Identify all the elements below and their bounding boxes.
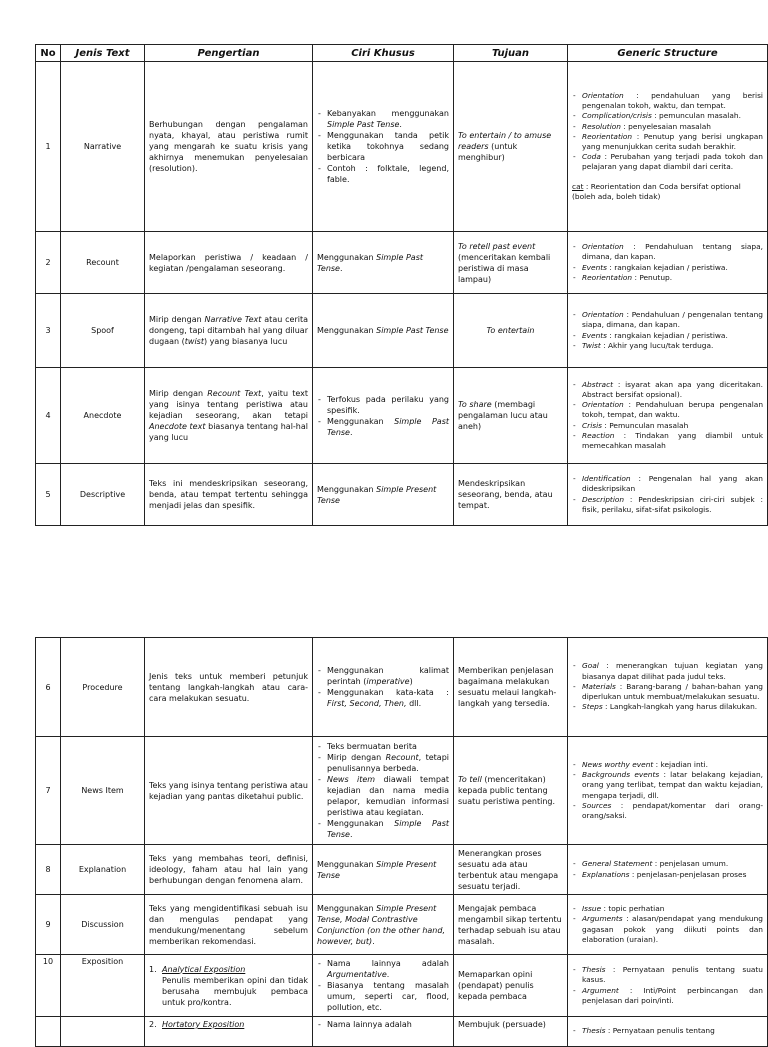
characteristics-list xyxy=(317,108,449,185)
list-item: - Menggunakan Simple Past Tense. xyxy=(317,416,449,438)
characteristics-cell: Menggunakan Simple Past Tense. xyxy=(313,232,454,294)
table-row xyxy=(36,638,768,737)
header-ciri-khusus: Ciri Khusus xyxy=(313,45,454,62)
characteristics-cell xyxy=(313,368,454,464)
purpose-cell: Memaparkan opini (pendapat) penulis kepada pembaca xyxy=(454,955,568,1017)
generic-structure-list xyxy=(572,904,763,945)
list-item: - Description : Pendeskripsian ciri-ciri subjek : fisik, perilaku, sifat-sifat psikologis. xyxy=(572,495,763,515)
table-row xyxy=(36,294,768,368)
characteristics-list xyxy=(317,741,449,840)
text-types-table-bottom xyxy=(35,637,768,1047)
characteristics-cell xyxy=(313,62,454,232)
row-number: 8 xyxy=(36,845,61,895)
list-item: - Kebanyakan menggunakan Simple Past Tense. xyxy=(317,108,449,130)
note: cat : Reorientation dan Coda bersifat optional (boleh ada, boleh tidak) xyxy=(572,181,741,201)
table-row xyxy=(36,368,768,464)
text-type-name: News Item xyxy=(61,737,145,845)
definition-cell: Teks yang mengidentifikasi sebuah isu dan mengulas pendapat yang mendukung/menentang sebelum memberikan rekomendasi. xyxy=(145,895,313,955)
generic-structure-list xyxy=(572,380,763,451)
list-item: - Issue : topic perhatian xyxy=(572,904,763,914)
table-row xyxy=(36,737,768,845)
purpose-cell: To entertain / to amuse readers (untuk menghibur) xyxy=(454,62,568,232)
text-type-name: Descriptive xyxy=(61,464,145,526)
table-row xyxy=(36,845,768,895)
generic-structure-cell xyxy=(568,737,768,845)
list-item: - Mirip dengan Recount, tetapi penulisannya berbeda. xyxy=(317,752,449,774)
list-item: - Twist : Akhir yang lucu/tak terduga. xyxy=(572,341,763,351)
list-item: - Orientation : Pendahuluan berupa pengenalan tokoh, tempat, dan waktu. xyxy=(572,400,763,420)
text-type-name: Explanation xyxy=(61,845,145,895)
purpose-cell: To retell past event (menceritakan kembali peristiwa di masa lampau) xyxy=(454,232,568,294)
row-number: 1 xyxy=(36,62,61,232)
definition-cell: Mirip dengan Recount Text, yaitu text yang isinya tentang peristiwa atau kejadian seseorang, akan tetapi Anecdote text biasanya tentang hal-hal yang lucu xyxy=(145,368,313,464)
generic-structure-cell xyxy=(568,62,768,232)
list-item: - Events : rangkaian kejadian / peristiwa. xyxy=(572,263,763,273)
row-number: 6 xyxy=(36,638,61,737)
table-row xyxy=(36,955,768,1017)
list-item: 1. Analytical Exposition Penulis memberikan opini dan tidak berusaha membujuk pembaca untuk pro/kontra. xyxy=(149,964,308,1007)
list-item: - Orientation : Pendahuluan / pengenalan tentang siapa, dimana, dan kapan. xyxy=(572,310,763,330)
row-number: 5 xyxy=(36,464,61,526)
header-no: No xyxy=(36,45,61,62)
list-item: - Menggunakan Simple Past Tense. xyxy=(317,818,449,840)
text-types-table-top xyxy=(35,44,768,526)
purpose-cell: Menerangkan proses sesuatu ada atau terbentuk atau mengapa sesuatu terjadi. xyxy=(454,845,568,895)
definition-cell xyxy=(145,1017,313,1047)
purpose-cell: To entertain xyxy=(454,294,568,368)
definition-cell: Jenis teks untuk memberi petunjuk tentang langkah-langkah atau cara-cara melakukan sesuatu. xyxy=(145,638,313,737)
characteristics-cell: Menggunakan Simple Past Tense xyxy=(313,294,454,368)
generic-structure-cell xyxy=(568,294,768,368)
generic-structure-cell xyxy=(568,368,768,464)
table-row xyxy=(36,464,768,526)
row-number: 9 xyxy=(36,895,61,955)
list-item: - Events : rangkaian kejadian / peristiwa. xyxy=(572,331,763,341)
characteristics-cell: Menggunakan Simple Present Tense xyxy=(313,845,454,895)
row-number: 2 xyxy=(36,232,61,294)
generic-structure-list xyxy=(572,474,763,515)
generic-structure-cell xyxy=(568,232,768,294)
characteristics-list xyxy=(317,958,449,1013)
list-item: - Nama lainnya adalah xyxy=(317,1019,449,1030)
generic-structure-list xyxy=(572,760,763,821)
table-row xyxy=(36,62,768,232)
list-item: - Identification : Pengenalan hal yang akan dideskripsikan xyxy=(572,474,763,494)
table-row xyxy=(36,1017,768,1047)
list-item: - Menggunakan kata-kata : First, Second, Then, dll. xyxy=(317,687,449,709)
header-generic-structure: Generic Structure xyxy=(568,45,768,62)
list-item: - Biasanya tentang masalah umum, seperti car, flood, pollution, etc. xyxy=(317,980,449,1013)
table-row xyxy=(36,232,768,294)
list-item: - Orientation : Pendahuluan tentang siapa, dimana, dan kapan. xyxy=(572,242,763,262)
list-item: - Argument : Inti/Point perbincangan dan penjelasan dari poin/inti. xyxy=(572,986,763,1006)
header-tujuan: Tujuan xyxy=(454,45,568,62)
purpose-cell: Mengajak pembaca mengambil sikap tertentu terhadap sebuah isu atau masalah. xyxy=(454,895,568,955)
purpose-cell: Mendeskripsikan seseorang, benda, atau tempat. xyxy=(454,464,568,526)
list-item: - Materials : Barang-barang / bahan-bahan yang diperlukan untuk membuat/melakukan sesuatu. xyxy=(572,682,763,702)
generic-structure-cell xyxy=(568,1017,768,1047)
list-item: - Sources : pendapat/komentar dari orang-orang/saksi. xyxy=(572,801,763,821)
text-type-name: Spoof xyxy=(61,294,145,368)
row-number: 4 xyxy=(36,368,61,464)
definition-cell: Melaporkan peristiwa / keadaan / kegiatan /pengalaman seseorang. xyxy=(145,232,313,294)
list-item: - Arguments : alasan/pendapat yang mendukung gagasan pokok yang diikuti points dan elaboration (uraian). xyxy=(572,914,763,945)
text-type-name: Narrative xyxy=(61,62,145,232)
list-item: 2. Hortatory Exposition xyxy=(149,1020,245,1029)
definition-cell xyxy=(145,955,313,1017)
generic-structure-list xyxy=(572,310,763,351)
purpose-cell: Memberikan penjelasan bagaimana melakukan sesuatu melaui langkah-langkah yang tersedia. xyxy=(454,638,568,737)
generic-structure-cell xyxy=(568,845,768,895)
purpose-cell: Membujuk (persuade) xyxy=(454,1017,568,1047)
characteristics-cell xyxy=(313,1017,454,1047)
list-item: - Steps : Langkah-langkah yang harus dilakukan. xyxy=(572,702,763,712)
list-item: - Terfokus pada perilaku yang spesifik. xyxy=(317,394,449,416)
characteristics-cell xyxy=(313,955,454,1017)
generic-structure-list xyxy=(572,859,763,879)
purpose-cell: To share (membagi pengalaman lucu atau aneh) xyxy=(454,368,568,464)
definition-cell: Teks ini mendeskripsikan seseorang, benda, atau tempat tertentu sehingga menjadi jelas dan spesifik. xyxy=(145,464,313,526)
text-type-name: Procedure xyxy=(61,638,145,737)
list-item: - Abstract : isyarat akan apa yang diceritakan. Abstract bersifat opsional). xyxy=(572,380,763,400)
characteristics-list xyxy=(317,665,449,709)
characteristics-cell xyxy=(313,737,454,845)
characteristics-list xyxy=(317,394,449,438)
definition-cell: Teks yang membahas teori, definisi, ideology, faham atau hal lain yang berhubungan dengan fenomena alam. xyxy=(145,845,313,895)
characteristics-cell: Menggunakan Simple Present Tense xyxy=(313,464,454,526)
text-type-name: Exposition xyxy=(61,955,145,1017)
list-item: - Teks bermuatan berita xyxy=(317,741,449,752)
characteristics-cell xyxy=(313,638,454,737)
list-item: - Reaction : Tindakan yang diambil untuk memecahkan masalah xyxy=(572,431,763,451)
header-jenis-text: Jenis Text xyxy=(61,45,145,62)
table-row xyxy=(36,895,768,955)
definition-cell: Teks yang isinya tentang peristiwa atau kejadian yang pantas diketahui public. xyxy=(145,737,313,845)
list-item: - Contoh : folktale, legend, fable. xyxy=(317,163,449,185)
list-item: - General Statement : penjelasan umum. xyxy=(572,859,763,869)
generic-structure-list xyxy=(572,965,763,1006)
list-item: - Explanations : penjelasan-penjelasan proses xyxy=(572,870,763,880)
generic-structure-list xyxy=(572,91,763,173)
list-item: - Nama lainnya adalah Argumentative. xyxy=(317,958,449,980)
list-item: - Resolution : penyelesaian masalah xyxy=(572,122,763,132)
generic-structure-list xyxy=(572,661,763,712)
purpose-cell: To tell (menceritakan) kepada public tentang suatu peristiwa penting. xyxy=(454,737,568,845)
list-item: - Thesis : Pernyataan penulis tentang xyxy=(572,1026,763,1036)
list-item: - Crisis : Pemunculan masalah xyxy=(572,421,763,431)
exposition-type-list xyxy=(149,964,308,1008)
list-item: - Backgrounds events : latar belakang kejadian, orang yang terlibat, tempat dan waktu kejadian, mengapa terjadi, dll. xyxy=(572,770,763,801)
definition-cell: Berhubungan dengan pengalaman nyata, khayal, atau peristiwa rumit yang mengarah ke suatu krisis yang akhirnya menemukan penyelesaian (resolution). xyxy=(145,62,313,232)
list-item: - Complication/crisis : pemunculan masalah. xyxy=(572,111,763,121)
list-item: - News item diawali tempat kejadian dan nama media pelapor, kemudian informasi peristiwa atau kegiatan. xyxy=(317,774,449,818)
row-number: 10 xyxy=(36,955,61,1017)
definition-cell: Mirip dengan Narrative Text atau cerita dongeng, tapi ditambah hal yang diluar dugaan (twist) yang biasanya lucu xyxy=(145,294,313,368)
list-item: - Thesis : Pernyataan penulis tentang suatu kasus. xyxy=(572,965,763,985)
list-item: - Goal : menerangkan tujuan kegiatan yang biasanya dapat dilihat pada judul teks. xyxy=(572,661,763,681)
generic-structure-cell xyxy=(568,895,768,955)
text-type-name: Discussion xyxy=(61,895,145,955)
text-type-name: Anecdote xyxy=(61,368,145,464)
row-number: 3 xyxy=(36,294,61,368)
generic-structure-cell xyxy=(568,638,768,737)
generic-structure-cell xyxy=(568,464,768,526)
list-item: - Reorientation : Penutup. xyxy=(572,273,763,283)
list-item: - Reorientation : Penutup yang berisi ungkapan yang menunjukkan cerita sudah berakhir. xyxy=(572,132,763,152)
text-type-name: Recount xyxy=(61,232,145,294)
list-item: - News worthy event : kejadian inti. xyxy=(572,760,763,770)
list-item: - Menggunakan tanda petik ketika tokohnya sedang berbicara xyxy=(317,130,449,163)
list-item: - Orientation : pendahuluan yang berisi pengenalan tokoh, waktu, dan tempat. xyxy=(572,91,763,111)
characteristics-cell: Menggunakan Simple Present Tense, Modal Contrastive Conjunction (on the other hand, however, but). xyxy=(313,895,454,955)
generic-structure-list xyxy=(572,242,763,283)
header-pengertian: Pengertian xyxy=(145,45,313,62)
generic-structure-cell xyxy=(568,955,768,1017)
header-row xyxy=(36,45,768,62)
list-item: - Menggunakan kalimat perintah (imperative) xyxy=(317,665,449,687)
list-item: - Coda : Perubahan yang terjadi pada tokoh dan pelajaran yang dapat diambil dari cerita. xyxy=(572,152,763,172)
row-number: 7 xyxy=(36,737,61,845)
